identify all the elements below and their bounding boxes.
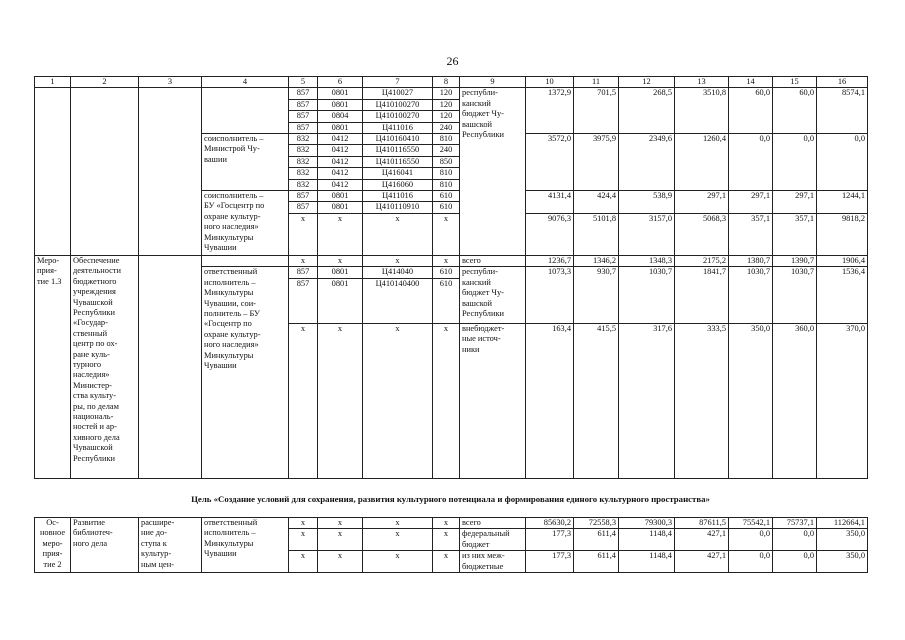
code-cell: 0801: [318, 202, 363, 213]
value-cell: 268,5: [619, 88, 675, 134]
code-cell: 120: [433, 88, 460, 99]
value-cell: 0,0: [729, 529, 773, 551]
code-cell: x: [289, 551, 318, 573]
code-cell: 857: [289, 267, 318, 278]
value-cell: 1030,7: [619, 267, 675, 323]
value-cell: 2175,2: [675, 255, 729, 266]
code-cell: 0801: [318, 191, 363, 202]
value-cell: 427,1: [675, 551, 729, 573]
value-cell: 75542,1: [729, 518, 773, 529]
code-cell: x: [289, 518, 318, 529]
code-cell: x: [433, 213, 460, 255]
funding-source-cell: всего: [460, 518, 526, 529]
value-cell: 1380,7: [729, 255, 773, 266]
code-cell: x: [363, 213, 433, 255]
cell-col1: [35, 88, 71, 255]
code-cell: Ц416060: [363, 179, 433, 190]
value-cell: 3572,0: [526, 134, 574, 191]
value-cell: 350,0: [729, 323, 773, 478]
value-cell: 177,3: [526, 529, 574, 551]
program-table: [34, 76, 868, 479]
value-cell: 350,0: [817, 551, 868, 573]
header-cell: 13: [675, 77, 729, 88]
table-row: [35, 88, 868, 99]
code-cell: x: [318, 529, 363, 551]
code-cell: 0412: [318, 156, 363, 167]
funding-source-cell: всего: [460, 255, 526, 266]
code-cell: 0412: [318, 145, 363, 156]
code-cell: 240: [433, 122, 460, 133]
main-event-number-cell: Ос- новное меро- прия- тие 2: [35, 518, 71, 573]
value-cell: 5068,3: [675, 213, 729, 255]
header-cell: 2: [71, 77, 139, 88]
value-cell: 4131,4: [526, 191, 574, 214]
header-cell: 4: [202, 77, 289, 88]
value-cell: 2349,6: [619, 134, 675, 191]
header-cell: 16: [817, 77, 868, 88]
value-cell: 415,5: [574, 323, 619, 478]
header-cell: 10: [526, 77, 574, 88]
value-cell: 0,0: [817, 134, 868, 191]
code-cell: Ц411016: [363, 122, 433, 133]
code-cell: 0801: [318, 267, 363, 278]
value-cell: 538,9: [619, 191, 675, 214]
code-cell: 857: [289, 122, 318, 133]
code-cell: 0801: [318, 99, 363, 110]
code-cell: Ц410027: [363, 88, 433, 99]
co-executor-cell: соисполнитель – Министрой Чу- вашии: [202, 134, 289, 191]
value-cell: 3510,8: [675, 88, 729, 134]
value-cell: 611,4: [574, 529, 619, 551]
value-cell: 0,0: [773, 134, 817, 191]
header-cell: 3: [139, 77, 202, 88]
value-cell: 297,1: [773, 191, 817, 214]
funding-source-cell: из них меж- бюджетные: [460, 551, 526, 573]
code-cell: Ц410100270: [363, 111, 433, 122]
code-cell: 857: [289, 88, 318, 99]
code-cell: x: [433, 518, 460, 529]
code-cell: Ц416041: [363, 168, 433, 179]
event-name-cell: Обеспечение деятельности бюджетного учреждения Чувашской Республики «Государ- ственный центр по ох- ране куль- турного наследия» Министер- ства культу- ры, по делам националь- ностей и ар- хивного дела Чувашской Республики: [71, 255, 139, 478]
program-table-continued: [34, 517, 868, 573]
value-cell: 1536,4: [817, 267, 868, 323]
code-cell: x: [363, 551, 433, 573]
code-cell: 832: [289, 156, 318, 167]
funding-source-cell: республи- канский бюджет Чу- вашской Республики: [460, 88, 526, 255]
header-cell: 15: [773, 77, 817, 88]
code-cell: 610: [433, 191, 460, 202]
code-cell: x: [318, 255, 363, 266]
value-cell: 87611,5: [675, 518, 729, 529]
code-cell: 810: [433, 179, 460, 190]
code-cell: x: [363, 323, 433, 478]
block-1: [35, 88, 868, 255]
code-cell: 0804: [318, 111, 363, 122]
code-cell: Ц410110910: [363, 202, 433, 213]
code-cell: 832: [289, 145, 318, 156]
value-cell: 357,1: [729, 213, 773, 255]
code-cell: 0412: [318, 168, 363, 179]
code-cell: 810: [433, 168, 460, 179]
value-cell: 1348,3: [619, 255, 675, 266]
value-cell: 297,1: [729, 191, 773, 214]
value-cell: 701,5: [574, 88, 619, 134]
code-cell: x: [318, 323, 363, 478]
code-cell: 610: [433, 202, 460, 213]
code-cell: Ц410140400: [363, 278, 433, 323]
main-event-name-cell: Развитие библиотеч- ного дела: [71, 518, 139, 573]
code-cell: 857: [289, 191, 318, 202]
header-cell: 1: [35, 77, 71, 88]
value-cell: 350,0: [817, 529, 868, 551]
column-number-row: [35, 77, 868, 88]
code-cell: 832: [289, 134, 318, 145]
value-cell: 930,7: [574, 267, 619, 323]
code-cell: 610: [433, 278, 460, 323]
code-cell: x: [433, 255, 460, 266]
value-cell: 0,0: [773, 529, 817, 551]
value-cell: 79300,3: [619, 518, 675, 529]
code-cell: x: [433, 529, 460, 551]
code-cell: Ц414040: [363, 267, 433, 278]
value-cell: 1073,3: [526, 267, 574, 323]
code-cell: x: [289, 213, 318, 255]
code-cell: 832: [289, 179, 318, 190]
code-cell: 850: [433, 156, 460, 167]
value-cell: 1346,2: [574, 255, 619, 266]
value-cell: 5101,8: [574, 213, 619, 255]
value-cell: 333,5: [675, 323, 729, 478]
code-cell: 857: [289, 202, 318, 213]
code-cell: x: [289, 529, 318, 551]
value-cell: 163,4: [526, 323, 574, 478]
code-cell: 857: [289, 99, 318, 110]
value-cell: 370,0: [817, 323, 868, 478]
cell-col3: [139, 88, 202, 255]
header-cell: 12: [619, 77, 675, 88]
value-cell: 75737,1: [773, 518, 817, 529]
value-cell: 3157,0: [619, 213, 675, 255]
code-cell: 0412: [318, 179, 363, 190]
value-cell: 0,0: [729, 134, 773, 191]
value-cell: 9818,2: [817, 213, 868, 255]
code-cell: 0412: [318, 134, 363, 145]
value-cell: 1236,7: [526, 255, 574, 266]
code-cell: x: [433, 551, 460, 573]
value-cell: 112664,1: [817, 518, 868, 529]
code-cell: Ц410160410: [363, 134, 433, 145]
value-cell: 1390,7: [773, 255, 817, 266]
header-cell: 8: [433, 77, 460, 88]
value-cell: 1148,4: [619, 529, 675, 551]
block-3: [35, 518, 868, 573]
code-cell: 120: [433, 111, 460, 122]
code-cell: 832: [289, 168, 318, 179]
value-cell: 9076,3: [526, 213, 574, 255]
header-cell: 14: [729, 77, 773, 88]
value-cell: 1030,7: [729, 267, 773, 323]
code-cell: 857: [289, 278, 318, 323]
expected-result-cell: расшире- ние до- ступа к культур- ным цен-: [139, 518, 202, 573]
header-cell: 11: [574, 77, 619, 88]
value-cell: 611,4: [574, 551, 619, 573]
code-cell: x: [363, 255, 433, 266]
header-cell: 6: [318, 77, 363, 88]
code-cell: x: [318, 518, 363, 529]
co-executor-cell: соисполнитель – БУ «Госцентр по охране культур- ного наследия» Минкультуры Чувашии: [202, 191, 289, 256]
table-row: [35, 255, 868, 266]
value-cell: 1841,7: [675, 267, 729, 323]
executor-cell: ответственный исполнитель – Минкультуры Чувашии, сои- полнитель – БУ «Госцентр по охране культур- ного наследия» Минкультуры Чувашии: [202, 267, 289, 478]
header-cell: 5: [289, 77, 318, 88]
header-cell: 7: [363, 77, 433, 88]
funding-source-cell: федеральный бюджет: [460, 529, 526, 551]
value-cell: 1148,4: [619, 551, 675, 573]
value-cell: 1372,9: [526, 88, 574, 134]
funding-source-cell: внебюджет- ные источ- ники: [460, 323, 526, 478]
value-cell: 60,0: [729, 88, 773, 134]
value-cell: 72558,3: [574, 518, 619, 529]
code-cell: x: [433, 323, 460, 478]
value-cell: 427,1: [675, 529, 729, 551]
value-cell: 424,4: [574, 191, 619, 214]
page-number: 26: [446, 54, 459, 68]
value-cell: 297,1: [675, 191, 729, 214]
cell-col4: [202, 88, 289, 134]
funding-source-cell: республи- канский бюджет Чу- вашской Республики: [460, 267, 526, 323]
value-cell: 1906,4: [817, 255, 868, 266]
goal-heading: Цель «Создание условий для сохранения, развития культурного потенциала и формирования единого культурного пространства»: [191, 494, 710, 504]
code-cell: Ц410116550: [363, 156, 433, 167]
value-cell: 0,0: [773, 551, 817, 573]
event-number-cell: Меро- прия- тие 1.3: [35, 255, 71, 478]
value-cell: 1260,4: [675, 134, 729, 191]
value-cell: 317,6: [619, 323, 675, 478]
cell-col3: [139, 255, 202, 478]
value-cell: 0,0: [729, 551, 773, 573]
code-cell: x: [289, 255, 318, 266]
value-cell: 1030,7: [773, 267, 817, 323]
code-cell: 610: [433, 267, 460, 278]
value-cell: 360,0: [773, 323, 817, 478]
executor-cell: ответственный исполнитель – Минкультуры Чувашии: [202, 518, 289, 573]
code-cell: x: [318, 213, 363, 255]
cell-col4: [202, 255, 289, 266]
code-cell: x: [363, 529, 433, 551]
code-cell: 810: [433, 134, 460, 145]
header-cell: 9: [460, 77, 526, 88]
table-row: [35, 518, 868, 529]
value-cell: 3975,9: [574, 134, 619, 191]
code-cell: 857: [289, 111, 318, 122]
code-cell: x: [318, 551, 363, 573]
code-cell: Ц411016: [363, 191, 433, 202]
value-cell: 1244,1: [817, 191, 868, 214]
code-cell: 120: [433, 99, 460, 110]
value-cell: 85630,2: [526, 518, 574, 529]
value-cell: 60,0: [773, 88, 817, 134]
code-cell: Ц410116550: [363, 145, 433, 156]
cell-col2: [71, 88, 139, 255]
code-cell: 240: [433, 145, 460, 156]
value-cell: 357,1: [773, 213, 817, 255]
code-cell: 0801: [318, 88, 363, 99]
code-cell: x: [289, 323, 318, 478]
code-cell: 0801: [318, 122, 363, 133]
value-cell: 8574,1: [817, 88, 868, 134]
code-cell: 0801: [318, 278, 363, 323]
value-cell: 177,3: [526, 551, 574, 573]
code-cell: x: [363, 518, 433, 529]
code-cell: Ц410100270: [363, 99, 433, 110]
block-2: [35, 255, 868, 478]
